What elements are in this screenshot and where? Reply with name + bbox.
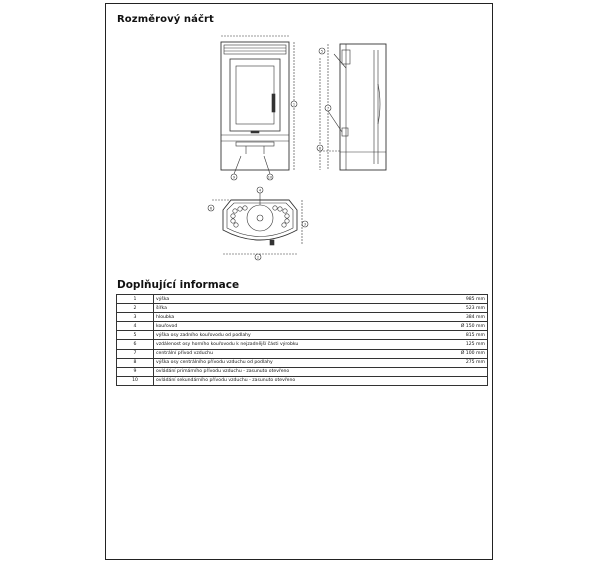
row-description: ovládání primárního přívodu vzduchu - zasunuto otevřeno xyxy=(154,367,448,376)
table-row xyxy=(117,367,488,376)
row-number: 10 xyxy=(117,376,154,385)
callout-2: 2 xyxy=(256,255,260,260)
table-row xyxy=(117,331,488,340)
table-row xyxy=(117,322,488,331)
front-view xyxy=(221,36,297,180)
document-page xyxy=(105,3,493,560)
table-row xyxy=(117,358,488,367)
row-value: 523 mm xyxy=(447,304,488,313)
row-value: Ø 100 mm xyxy=(447,349,488,358)
callout-1: 1 xyxy=(292,102,296,107)
dimension-sketch xyxy=(106,4,494,274)
side-view xyxy=(317,44,386,170)
callout-9: 9 xyxy=(232,175,236,180)
row-number: 7 xyxy=(117,349,154,358)
air-holes-right xyxy=(273,206,289,227)
row-value xyxy=(447,367,488,376)
callout-6: 6 xyxy=(209,206,213,211)
row-value: 384 mm xyxy=(447,313,488,322)
top-view xyxy=(208,187,308,260)
table-row xyxy=(117,340,488,349)
row-description: výška osy centrálního přívodu vzduchu od podlahy xyxy=(154,358,448,367)
row-number: 5 xyxy=(117,331,154,340)
row-description: kouřovod xyxy=(154,322,448,331)
callout-10: 10 xyxy=(267,175,273,180)
row-value: 275 mm xyxy=(447,358,488,367)
row-number: 4 xyxy=(117,322,154,331)
row-number: 1 xyxy=(117,295,154,304)
row-description: výška xyxy=(154,295,448,304)
section-title-sketch: Rozměrový náčrt xyxy=(117,14,214,25)
row-description: centrální přívod vzduchu xyxy=(154,349,448,358)
callout-3: 3 xyxy=(303,222,307,227)
callout-7: 7 xyxy=(326,106,330,111)
row-value xyxy=(447,376,488,385)
row-description: vzdálenost osy horního kouřovodu k nejzadnější části výrobku xyxy=(154,340,448,349)
table-row xyxy=(117,376,488,385)
row-number: 2 xyxy=(117,304,154,313)
row-description: ovládání sekundárního přívodu vzduchu - zasunuto otevřeno xyxy=(154,376,448,385)
row-value: 985 mm xyxy=(447,295,488,304)
row-number: 8 xyxy=(117,358,154,367)
table-row xyxy=(117,349,488,358)
section-title-info: Doplňující informace xyxy=(117,279,240,291)
row-value: 125 mm xyxy=(447,340,488,349)
table-row xyxy=(117,295,488,304)
info-table xyxy=(116,294,488,386)
row-number: 9 xyxy=(117,367,154,376)
row-description: šířka xyxy=(154,304,448,313)
callout-5: 5 xyxy=(320,49,324,54)
row-description: hloubka xyxy=(154,313,448,322)
row-value: Ø 150 mm xyxy=(447,322,488,331)
row-value: 815 mm xyxy=(447,331,488,340)
air-holes-left xyxy=(231,206,247,227)
table-row xyxy=(117,304,488,313)
callout-8: 8 xyxy=(318,146,322,151)
table-row xyxy=(117,313,488,322)
callout-4: 4 xyxy=(258,188,262,193)
row-description: výška osy zadního kouřovodu od podlahy xyxy=(154,331,448,340)
row-number: 6 xyxy=(117,340,154,349)
row-number: 3 xyxy=(117,313,154,322)
